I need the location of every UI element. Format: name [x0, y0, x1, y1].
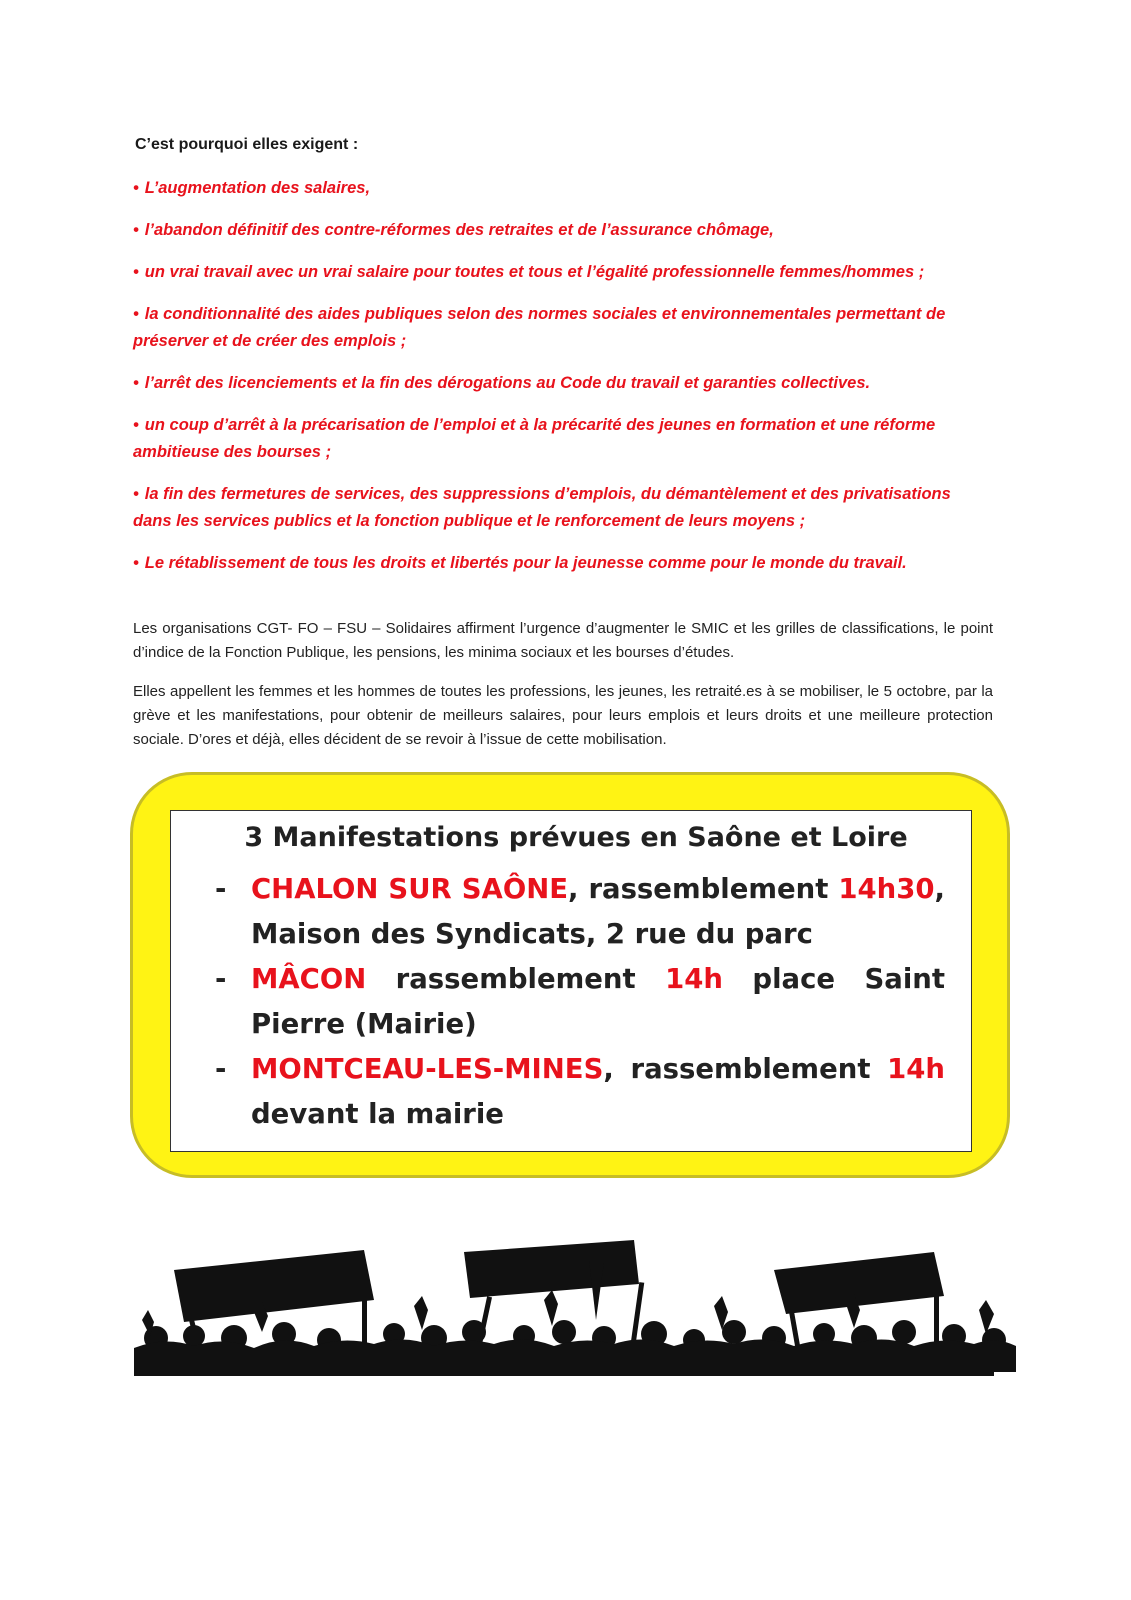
demonstrations-box	[170, 810, 972, 1152]
demand-text: un coup d’arrêt à la précarisation de l’emploi et à la précarité des jeunes en formation et une réforme ambitieuse des bourses ;	[133, 416, 936, 461]
event-location: devant la mairie	[251, 1098, 504, 1130]
demand-text: la conditionnalité des aides publiques selon des normes sociales et environnementales permettant de préserver et de créer des emplois ;	[133, 305, 946, 350]
bullet-icon: •	[133, 485, 139, 503]
demand-item	[133, 175, 993, 202]
unions-paragraph: Les organisations CGT- FO – FSU – Solidaires affirment l’urgence d’augmenter le SMIC et les grilles de classifications, le point d’indice de la Fonction Publique, les pensions, les minima sociaux et les bourses d’études.	[133, 620, 993, 661]
bullet-icon: •	[133, 263, 139, 281]
event-location: place Saint Pierre (Mairie)	[251, 963, 945, 1040]
demand-item	[133, 301, 993, 355]
demonstration-item	[171, 1047, 971, 1137]
bullet-icon: •	[133, 416, 139, 434]
demonstrations-title: 3 Manifestations prévues en Saône et Loire	[244, 822, 908, 853]
city-name: MÂCON	[251, 963, 367, 995]
demand-text: la fin des fermetures de services, des suppressions d’emplois, du démantèlement et des privatisations dans les services publics et la fonction publique et le renforcement de leurs moyens ;	[133, 485, 951, 530]
event-location: , Maison des Syndicats, 2 rue du parc	[251, 873, 945, 950]
demand-item	[133, 217, 993, 244]
demand-item	[133, 370, 993, 397]
bullet-icon: •	[133, 179, 139, 197]
mobilisation-paragraph: Elles appellent les femmes et les hommes de toutes les professions, les jeunes, les retraité.es à se mobiliser, le 5 octobre, par la grève et les manifestations, pour obtenir de meilleurs salaires, pour leurs emplois et leurs droits et une meilleure protection sociale. D’ores et déjà, elles décident de se revoir à l’issue de cette mobilisation.	[133, 683, 993, 748]
demand-item	[133, 481, 993, 535]
demand-item	[133, 412, 993, 466]
demonstration-item	[171, 867, 971, 957]
demand-text: l’abandon définitif des contre-réformes des retraites et de l’assurance chômage,	[144, 221, 774, 239]
dash-icon: -	[215, 963, 227, 995]
demands-list	[133, 175, 993, 592]
event-time: 14h30	[838, 873, 935, 905]
city-name: MONTCEAU-LES-MINES	[251, 1053, 604, 1085]
demand-item	[133, 550, 993, 577]
event-text: rassemblement	[366, 963, 666, 995]
demand-text: Le rétablissement de tous les droits et libertés pour la jeunesse comme pour le monde du travail.	[144, 554, 907, 572]
dash-icon: -	[215, 1053, 227, 1085]
bullet-icon: •	[133, 221, 139, 239]
demands-intro: C’est pourquoi elles exigent :	[135, 136, 359, 153]
bullet-icon: •	[133, 554, 139, 572]
event-text: , rassemblement	[603, 1053, 888, 1085]
demand-text: l’arrêt des licenciements et la fin des dérogations au Code du travail et garanties collectives.	[144, 374, 871, 392]
city-name: CHALON SUR SAÔNE	[251, 873, 568, 905]
event-time: 14h	[887, 1053, 945, 1085]
bullet-icon: •	[133, 374, 139, 392]
event-text: , rassemblement	[568, 873, 839, 905]
demonstration-item	[171, 957, 971, 1047]
demand-text: un vrai travail avec un vrai salaire pour toutes et tous et l’égalité professionnelle femmes/hommes ;	[144, 263, 925, 281]
event-time: 14h	[665, 963, 723, 995]
demonstrations-list	[171, 867, 971, 1137]
bullet-icon: •	[133, 305, 139, 323]
demand-text: L’augmentation des salaires,	[144, 179, 371, 197]
protest-crowd-illustration	[134, 1240, 1016, 1400]
demand-item	[133, 259, 993, 286]
dash-icon: -	[215, 873, 227, 905]
